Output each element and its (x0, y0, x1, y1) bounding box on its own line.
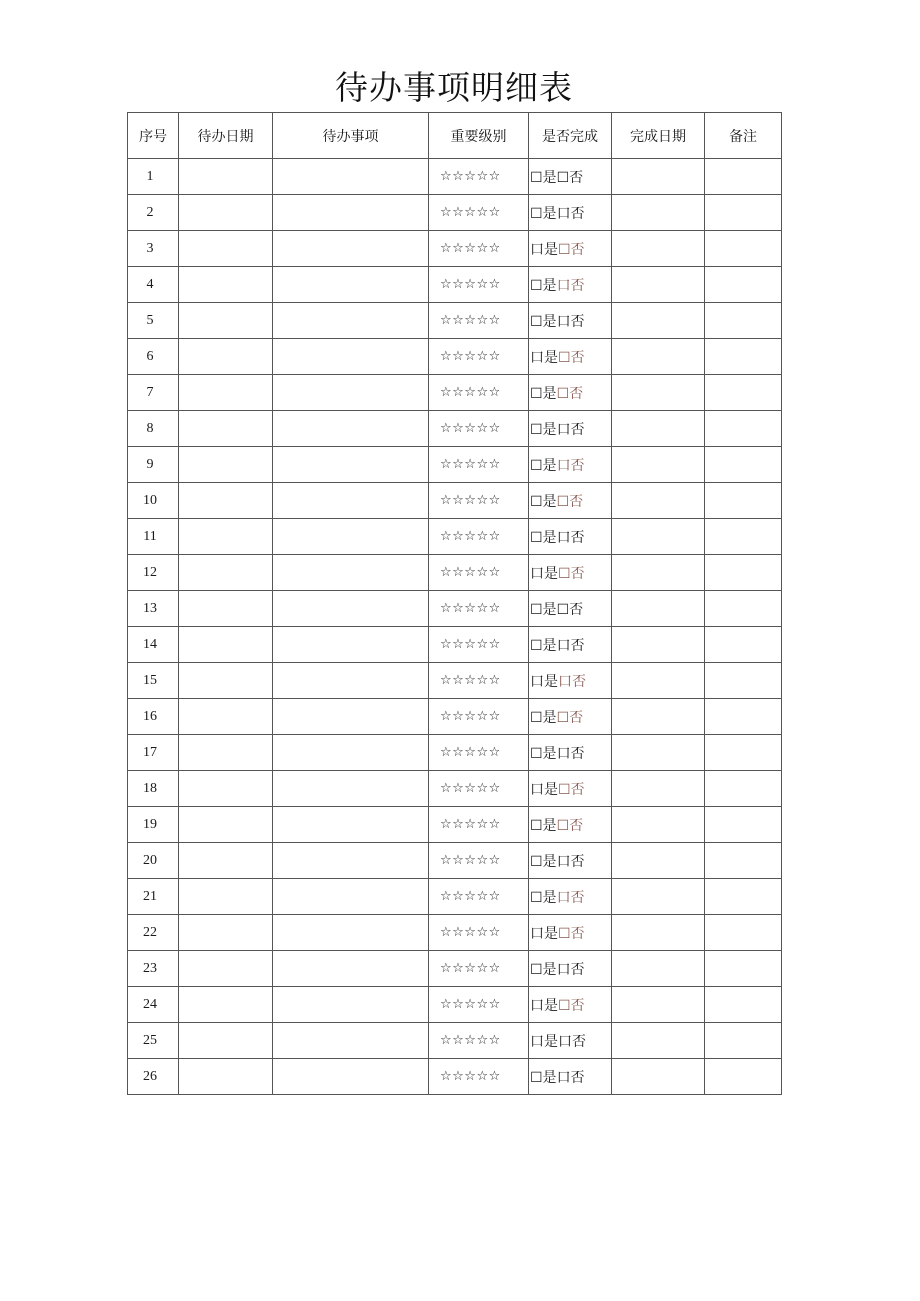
completion-date-cell[interactable] (612, 771, 705, 807)
option-yes-checkbox[interactable]: ☐是 (530, 709, 557, 726)
importance-stars[interactable]: ☆☆☆☆☆ (429, 519, 529, 555)
table-row (128, 987, 782, 1023)
table-row (128, 375, 782, 411)
row-seq: 20 (128, 843, 179, 879)
todo-item-cell[interactable] (273, 843, 429, 879)
todo-date-cell[interactable] (179, 411, 273, 447)
note-cell[interactable] (705, 951, 782, 987)
completion-date-cell[interactable] (612, 375, 705, 411)
completed-cell (529, 231, 612, 267)
table-row (128, 267, 782, 303)
row-seq: 23 (128, 951, 179, 987)
row-seq: 26 (128, 1059, 179, 1095)
option-no-checkbox[interactable]: ☐否 (556, 385, 584, 402)
todo-item-cell[interactable] (273, 591, 429, 627)
importance-stars[interactable]: ☆☆☆☆☆ (429, 735, 529, 771)
completed-cell (529, 1059, 612, 1095)
option-no-checkbox[interactable]: 口否 (556, 853, 585, 870)
importance-stars[interactable]: ☆☆☆☆☆ (429, 159, 529, 195)
table-row (128, 411, 782, 447)
todo-date-cell[interactable] (179, 735, 273, 771)
todo-item-cell[interactable] (273, 195, 429, 231)
option-no-checkbox[interactable]: ☐否 (558, 349, 585, 366)
completed-cell (529, 267, 612, 303)
option-no-checkbox[interactable]: 口否 (556, 457, 585, 474)
table-row (128, 339, 782, 375)
option-yes-checkbox[interactable]: ☐是 (530, 889, 557, 906)
table-row (128, 447, 782, 483)
row-seq: 11 (128, 519, 179, 555)
row-seq: 24 (128, 987, 179, 1023)
row-seq: 4 (128, 267, 179, 303)
importance-stars[interactable]: ☆☆☆☆☆ (429, 663, 529, 699)
completed-cell (529, 339, 612, 375)
completion-date-cell[interactable] (612, 339, 705, 375)
completed-cell (529, 879, 612, 915)
header-completed: 是否完成 (529, 113, 612, 159)
note-cell[interactable] (705, 627, 782, 663)
importance-stars[interactable]: ☆☆☆☆☆ (429, 1059, 529, 1095)
importance-stars[interactable]: ☆☆☆☆☆ (429, 411, 529, 447)
todo-item-cell[interactable] (273, 231, 429, 267)
row-seq: 3 (128, 231, 179, 267)
option-yes-checkbox[interactable]: ☐是 (530, 277, 557, 294)
todo-date-cell[interactable] (179, 303, 273, 339)
completed-cell (529, 951, 612, 987)
completed-cell (529, 699, 612, 735)
completion-date-cell[interactable] (612, 231, 705, 267)
table-row (128, 627, 782, 663)
table-body (128, 159, 782, 1095)
row-seq: 1 (128, 159, 179, 195)
header-todo-date: 待办日期 (179, 113, 273, 159)
importance-stars[interactable]: ☆☆☆☆☆ (429, 843, 529, 879)
completed-cell (529, 591, 612, 627)
row-seq: 5 (128, 303, 179, 339)
completion-date-cell[interactable] (612, 987, 705, 1023)
importance-stars[interactable]: ☆☆☆☆☆ (429, 699, 529, 735)
table-row (128, 1059, 782, 1095)
option-no-checkbox[interactable]: ☐否 (558, 925, 585, 942)
completion-date-cell[interactable] (612, 555, 705, 591)
row-seq: 25 (128, 1023, 179, 1059)
note-cell[interactable] (705, 843, 782, 879)
todo-item-cell[interactable] (273, 627, 429, 663)
todo-item-cell[interactable] (273, 159, 429, 195)
todo-item-cell[interactable] (273, 735, 429, 771)
row-seq: 9 (128, 447, 179, 483)
completed-cell (529, 195, 612, 231)
table-row (128, 915, 782, 951)
importance-stars[interactable]: ☆☆☆☆☆ (429, 195, 529, 231)
todo-item-cell[interactable] (273, 1023, 429, 1059)
table-row (128, 663, 782, 699)
completed-cell (529, 303, 612, 339)
option-yes-checkbox[interactable]: 口是 (530, 997, 558, 1014)
option-yes-checkbox[interactable]: 口是 (530, 925, 558, 942)
importance-stars[interactable]: ☆☆☆☆☆ (429, 627, 529, 663)
table-row (128, 591, 782, 627)
option-no-checkbox[interactable]: 口否 (556, 889, 585, 906)
todo-date-cell[interactable] (179, 483, 273, 519)
note-cell[interactable] (705, 807, 782, 843)
note-cell[interactable] (705, 231, 782, 267)
completed-cell (529, 771, 612, 807)
note-cell[interactable] (705, 339, 782, 375)
table-row (128, 735, 782, 771)
todo-item-cell[interactable] (273, 1059, 429, 1095)
todo-date-cell[interactable] (179, 339, 273, 375)
completed-cell (529, 735, 612, 771)
note-cell[interactable] (705, 447, 782, 483)
todo-date-cell[interactable] (179, 1023, 273, 1059)
option-yes-checkbox[interactable]: 口是 (530, 781, 558, 798)
completed-cell (529, 915, 612, 951)
todo-date-cell[interactable] (179, 915, 273, 951)
todo-date-cell[interactable] (179, 699, 273, 735)
table-row (128, 303, 782, 339)
completed-cell (529, 843, 612, 879)
todo-item-cell[interactable] (273, 303, 429, 339)
importance-stars[interactable]: ☆☆☆☆☆ (429, 879, 529, 915)
completion-date-cell[interactable] (612, 627, 705, 663)
todo-date-cell[interactable] (179, 519, 273, 555)
completed-cell (529, 807, 612, 843)
header-note: 备注 (705, 113, 782, 159)
importance-stars[interactable]: ☆☆☆☆☆ (429, 915, 529, 951)
option-no-checkbox[interactable]: 口否 (556, 745, 585, 762)
todo-item-cell[interactable] (273, 375, 429, 411)
completion-date-cell[interactable] (612, 447, 705, 483)
header-row (128, 113, 782, 159)
note-cell[interactable] (705, 699, 782, 735)
table-row (128, 519, 782, 555)
table-row (128, 159, 782, 195)
option-yes-checkbox[interactable]: ☐是 (530, 853, 557, 870)
option-yes-checkbox[interactable]: ☐是 (530, 601, 557, 618)
todo-date-cell[interactable] (179, 591, 273, 627)
option-no-checkbox[interactable]: ☐否 (556, 601, 584, 618)
row-seq: 18 (128, 771, 179, 807)
todo-item-cell[interactable] (273, 771, 429, 807)
row-seq: 19 (128, 807, 179, 843)
todo-date-cell[interactable] (179, 879, 273, 915)
todo-item-cell[interactable] (273, 519, 429, 555)
option-yes-checkbox[interactable]: ☐是 (530, 421, 557, 438)
completion-date-cell[interactable] (612, 1059, 705, 1095)
table-row (128, 951, 782, 987)
option-yes-checkbox[interactable]: ☐是 (530, 1069, 557, 1086)
completion-date-cell[interactable] (612, 807, 705, 843)
todo-date-cell[interactable] (179, 987, 273, 1023)
completion-date-cell[interactable] (612, 735, 705, 771)
completed-cell (529, 519, 612, 555)
todo-date-cell[interactable] (179, 627, 273, 663)
todo-item-cell[interactable] (273, 555, 429, 591)
option-no-checkbox[interactable]: ☐否 (558, 997, 585, 1014)
row-seq: 21 (128, 879, 179, 915)
completed-cell (529, 987, 612, 1023)
table-row (128, 1023, 782, 1059)
table-row (128, 483, 782, 519)
option-yes-checkbox[interactable]: 口是 (530, 349, 558, 366)
importance-stars[interactable]: ☆☆☆☆☆ (429, 987, 529, 1023)
todo-date-cell[interactable] (179, 843, 273, 879)
note-cell[interactable] (705, 735, 782, 771)
option-no-checkbox[interactable]: ☐否 (558, 781, 585, 798)
row-seq: 6 (128, 339, 179, 375)
todo-item-cell[interactable] (273, 915, 429, 951)
completion-date-cell[interactable] (612, 699, 705, 735)
option-no-checkbox[interactable]: ☐否 (556, 493, 584, 510)
note-cell[interactable] (705, 915, 782, 951)
completed-cell (529, 483, 612, 519)
row-seq: 2 (128, 195, 179, 231)
todo-date-cell[interactable] (179, 447, 273, 483)
row-seq: 8 (128, 411, 179, 447)
header-seq: 序号 (128, 113, 179, 159)
option-yes-checkbox[interactable]: 口是 (530, 1033, 558, 1050)
row-seq: 15 (128, 663, 179, 699)
completion-date-cell[interactable] (612, 519, 705, 555)
option-no-checkbox[interactable]: 口否 (556, 637, 585, 654)
completion-date-cell[interactable] (612, 843, 705, 879)
option-yes-checkbox[interactable]: 口是 (530, 565, 558, 582)
note-cell[interactable] (705, 771, 782, 807)
importance-stars[interactable]: ☆☆☆☆☆ (429, 807, 529, 843)
option-no-checkbox[interactable]: 口否 (556, 277, 585, 294)
completion-date-cell[interactable] (612, 411, 705, 447)
completed-cell (529, 1023, 612, 1059)
completed-cell (529, 627, 612, 663)
table-row (128, 195, 782, 231)
option-yes-checkbox[interactable]: ☐是 (530, 529, 557, 546)
table-row (128, 771, 782, 807)
completed-cell (529, 375, 612, 411)
table-row (128, 879, 782, 915)
table-row (128, 843, 782, 879)
row-seq: 17 (128, 735, 179, 771)
option-yes-checkbox[interactable]: ☐是 (530, 961, 557, 978)
todo-date-cell[interactable] (179, 231, 273, 267)
todo-item-cell[interactable] (273, 699, 429, 735)
option-yes-checkbox[interactable]: 口是 (530, 673, 558, 690)
option-no-checkbox[interactable]: ☐否 (556, 169, 584, 186)
table-row (128, 807, 782, 843)
todo-date-cell[interactable] (179, 555, 273, 591)
importance-stars[interactable]: ☆☆☆☆☆ (429, 1023, 529, 1059)
row-seq: 22 (128, 915, 179, 951)
completion-date-cell[interactable] (612, 879, 705, 915)
row-seq: 13 (128, 591, 179, 627)
completed-cell (529, 447, 612, 483)
option-no-checkbox[interactable]: 口否 (556, 313, 585, 330)
todo-date-cell[interactable] (179, 807, 273, 843)
completion-date-cell[interactable] (612, 915, 705, 951)
completed-cell (529, 159, 612, 195)
note-cell[interactable] (705, 879, 782, 915)
todo-item-cell[interactable] (273, 663, 429, 699)
option-yes-checkbox[interactable]: ☐是 (530, 169, 557, 186)
option-yes-checkbox[interactable]: ☐是 (530, 817, 557, 834)
note-cell[interactable] (705, 159, 782, 195)
option-no-checkbox[interactable]: 口否 (558, 1033, 586, 1050)
completion-date-cell[interactable] (612, 1023, 705, 1059)
todo-item-cell[interactable] (273, 339, 429, 375)
todo-item-cell[interactable] (273, 267, 429, 303)
header-completion-date: 完成日期 (612, 113, 705, 159)
option-yes-checkbox[interactable]: ☐是 (530, 637, 557, 654)
todo-date-cell[interactable] (179, 663, 273, 699)
todo-item-cell[interactable] (273, 807, 429, 843)
note-cell[interactable] (705, 195, 782, 231)
option-no-checkbox[interactable]: 口否 (556, 421, 585, 438)
importance-stars[interactable]: ☆☆☆☆☆ (429, 483, 529, 519)
note-cell[interactable] (705, 1059, 782, 1095)
row-seq: 16 (128, 699, 179, 735)
option-yes-checkbox[interactable]: ☐是 (530, 385, 557, 402)
row-seq: 14 (128, 627, 179, 663)
completion-date-cell[interactable] (612, 591, 705, 627)
todo-date-cell[interactable] (179, 951, 273, 987)
completion-date-cell[interactable] (612, 483, 705, 519)
option-no-checkbox[interactable]: ☐否 (556, 817, 584, 834)
todo-item-cell[interactable] (273, 447, 429, 483)
todo-date-cell[interactable] (179, 195, 273, 231)
note-cell[interactable] (705, 303, 782, 339)
todo-date-cell[interactable] (179, 1059, 273, 1095)
note-cell[interactable] (705, 555, 782, 591)
option-yes-checkbox[interactable]: ☐是 (530, 205, 557, 222)
importance-stars[interactable]: ☆☆☆☆☆ (429, 231, 529, 267)
option-no-checkbox[interactable]: ☐否 (558, 565, 585, 582)
todo-item-cell[interactable] (273, 951, 429, 987)
option-no-checkbox[interactable]: ☐否 (558, 241, 585, 258)
option-no-checkbox[interactable]: ☐否 (556, 709, 584, 726)
row-seq: 7 (128, 375, 179, 411)
importance-stars[interactable]: ☆☆☆☆☆ (429, 447, 529, 483)
todo-date-cell[interactable] (179, 267, 273, 303)
note-cell[interactable] (705, 519, 782, 555)
importance-stars[interactable]: ☆☆☆☆☆ (429, 303, 529, 339)
note-cell[interactable] (705, 483, 782, 519)
option-no-checkbox[interactable]: 口否 (556, 1069, 585, 1086)
note-cell[interactable] (705, 987, 782, 1023)
note-cell[interactable] (705, 1023, 782, 1059)
option-no-checkbox[interactable]: 口否 (558, 673, 586, 690)
table-row (128, 699, 782, 735)
completion-date-cell[interactable] (612, 195, 705, 231)
page-title: 待办事项明细表 (335, 68, 573, 107)
completion-date-cell[interactable] (612, 267, 705, 303)
completed-cell (529, 663, 612, 699)
importance-stars[interactable]: ☆☆☆☆☆ (429, 339, 529, 375)
importance-stars[interactable]: ☆☆☆☆☆ (429, 951, 529, 987)
importance-stars[interactable]: ☆☆☆☆☆ (429, 771, 529, 807)
note-cell[interactable] (705, 267, 782, 303)
todo-date-cell[interactable] (179, 375, 273, 411)
note-cell[interactable] (705, 375, 782, 411)
todo-item-cell[interactable] (273, 879, 429, 915)
completed-cell (529, 555, 612, 591)
option-no-checkbox[interactable]: 口否 (556, 529, 585, 546)
option-yes-checkbox[interactable]: ☐是 (530, 493, 557, 510)
todo-item-cell[interactable] (273, 987, 429, 1023)
note-cell[interactable] (705, 591, 782, 627)
todo-item-cell[interactable] (273, 483, 429, 519)
table-row (128, 555, 782, 591)
todo-date-cell[interactable] (179, 771, 273, 807)
option-yes-checkbox[interactable]: 口是 (530, 241, 558, 258)
table-row (128, 231, 782, 267)
row-seq: 10 (128, 483, 179, 519)
todo-table (127, 112, 782, 1095)
option-yes-checkbox[interactable]: ☐是 (530, 745, 557, 762)
completion-date-cell[interactable] (612, 663, 705, 699)
completion-date-cell[interactable] (612, 951, 705, 987)
note-cell[interactable] (705, 411, 782, 447)
todo-item-cell[interactable] (273, 411, 429, 447)
note-cell[interactable] (705, 663, 782, 699)
row-seq: 12 (128, 555, 179, 591)
header-todo-item: 待办事项 (273, 113, 429, 159)
option-no-checkbox[interactable]: 口否 (556, 961, 585, 978)
importance-stars[interactable]: ☆☆☆☆☆ (429, 267, 529, 303)
importance-stars[interactable]: ☆☆☆☆☆ (429, 375, 529, 411)
completion-date-cell[interactable] (612, 159, 705, 195)
completion-date-cell[interactable] (612, 303, 705, 339)
completed-cell (529, 411, 612, 447)
importance-stars[interactable]: ☆☆☆☆☆ (429, 591, 529, 627)
option-yes-checkbox[interactable]: ☐是 (530, 457, 557, 474)
header-importance: 重要级别 (429, 113, 529, 159)
option-yes-checkbox[interactable]: ☐是 (530, 313, 557, 330)
option-no-checkbox[interactable]: 口否 (556, 205, 585, 222)
todo-date-cell[interactable] (179, 159, 273, 195)
importance-stars[interactable]: ☆☆☆☆☆ (429, 555, 529, 591)
